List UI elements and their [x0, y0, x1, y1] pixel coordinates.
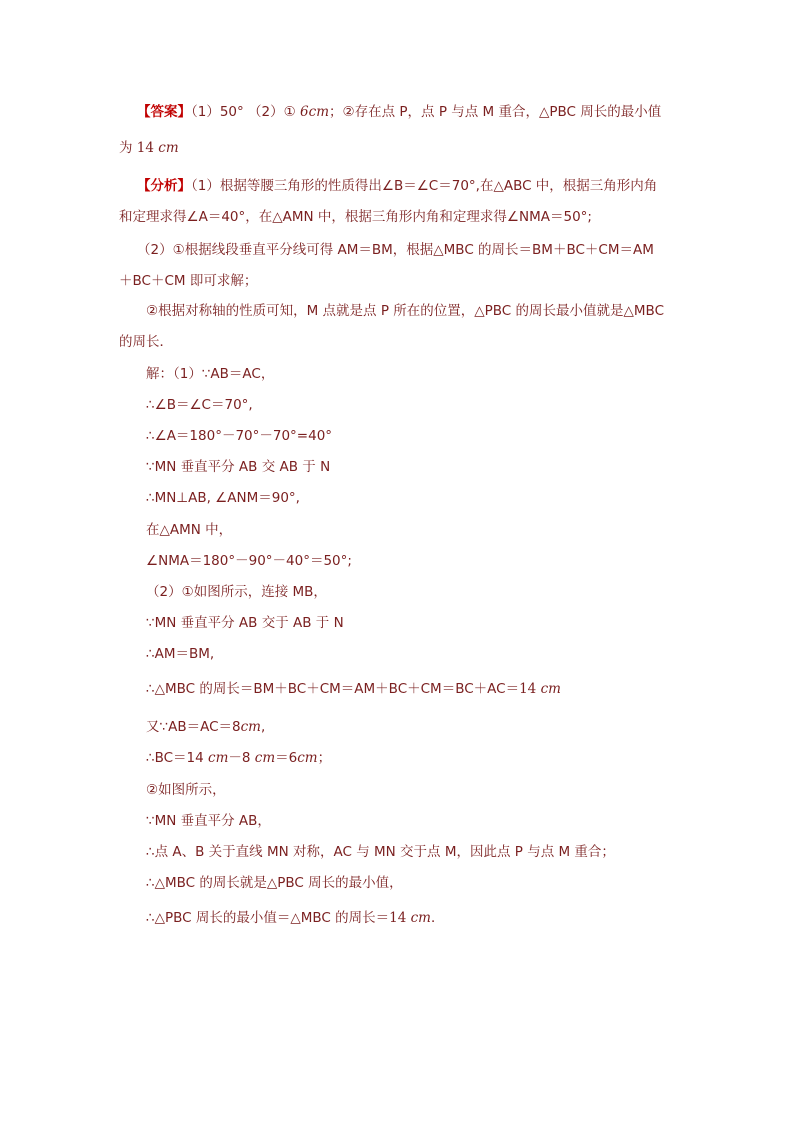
solution-unit-18: cm: [410, 910, 431, 926]
solution-unit-13b: cm: [208, 750, 229, 766]
answer-text-l2a: 为: [119, 140, 137, 156]
solution-unit-13f: cm: [297, 750, 318, 766]
solution-line-12: [146, 718, 265, 736]
answer-unit-2: cm: [158, 140, 179, 156]
analysis-text-1: （1）根据等腰三角形的性质得出∠B＝∠C＝70°,在△ABC 中，根据三角形内角: [191, 178, 658, 194]
solution-line-5: ∴MN⊥AB, ∠ANM＝90°,: [146, 490, 300, 506]
solution-text-12c: ,: [260, 719, 266, 735]
answer-line-2: [119, 139, 179, 157]
answer-line-1: [137, 103, 661, 121]
solution-text-13g: ；: [317, 750, 332, 766]
solution-unit-12: cm: [240, 719, 261, 735]
solution-number-18: 14: [389, 910, 407, 926]
solution-line-9: ∵MN 垂直平分 AB 交于 AB 于 N: [146, 615, 344, 631]
analysis-line-6: 的周长．: [119, 334, 173, 350]
solution-number-11: 14: [519, 681, 537, 697]
solution-line-16: ∴点 A、B 关于直线 MN 对称，AC 与 MN 交于点 M，因此点 P 与点 M 重合；: [146, 844, 615, 860]
answer-unit: 6cm: [300, 104, 329, 120]
answer-text-a: （1）50° （2）①: [191, 104, 301, 120]
solution-line-10: ∴AM＝BM,: [146, 646, 215, 662]
solution-text-13a: ∴BC＝14: [146, 750, 209, 766]
solution-line-6: 在△AMN 中，: [146, 522, 233, 538]
solution-unit-13d: cm: [254, 750, 276, 766]
solution-text-18a: ∴△PBC 周长的最小值＝△MBC 的周长＝: [146, 910, 390, 926]
solution-line-18: [146, 909, 444, 927]
solution-line-15: ∵MN 垂直平分 AB，: [146, 813, 271, 829]
solution-line-1: 解：（1）∵AB＝AC，: [146, 366, 275, 382]
solution-line-7: ∠NMA＝180°－90°－40°＝50°;: [146, 553, 352, 569]
solution-line-11: [146, 680, 561, 698]
solution-line-14: ②如图所示，: [146, 782, 226, 798]
solution-line-4: ∵MN 垂直平分 AB 交 AB 于 N: [146, 459, 331, 475]
solution-line-8: （2）①如图所示，连接 MB，: [146, 584, 327, 600]
solution-text-13c: －8: [228, 750, 255, 766]
solution-text-12a: 又∵AB＝AC＝8: [146, 719, 241, 735]
analysis-line-1: [137, 177, 657, 195]
solution-text-11a: ∴△MBC 的周长＝BM＋BC＋CM＝AM＋BC＋CM＝BC＋AC＝: [146, 681, 520, 697]
answer-text-c: ；②存在点 P，点 P 与点 M 重合，△PBC 周长的最小值: [329, 104, 662, 120]
solution-unit-11: cm: [540, 681, 561, 697]
answer-tag: 【答案】: [137, 104, 191, 120]
analysis-line-3: （2）①根据线段垂直平分线可得 AM＝BM，根据△MBC 的周长＝BM＋BC＋CM＝AM: [137, 242, 654, 258]
analysis-line-4: ＋BC＋CM 即可求解；: [119, 273, 258, 289]
analysis-line-2: 和定理求得∠A＝40°，在△AMN 中，根据三角形内角和定理求得∠NMA＝50°;: [119, 209, 592, 225]
solution-line-2: ∴∠B＝∠C＝70°,: [146, 397, 253, 413]
solution-line-13: [146, 749, 331, 767]
analysis-tag: 【分析】: [137, 178, 191, 194]
solution-text-13e: ＝6: [275, 750, 298, 766]
answer-number: 14: [136, 140, 154, 156]
solution-line-17: ∴△MBC 的周长就是△PBC 周长的最小值，: [146, 875, 403, 891]
solution-text-18d: ．: [430, 910, 445, 926]
solution-line-3: ∴∠A＝180°－70°－70°=40°: [146, 428, 333, 444]
analysis-line-5: ②根据对称轴的性质可知，M 点就是点 P 所在的位置，△PBC 的周长最小值就是△MBC: [146, 303, 665, 319]
